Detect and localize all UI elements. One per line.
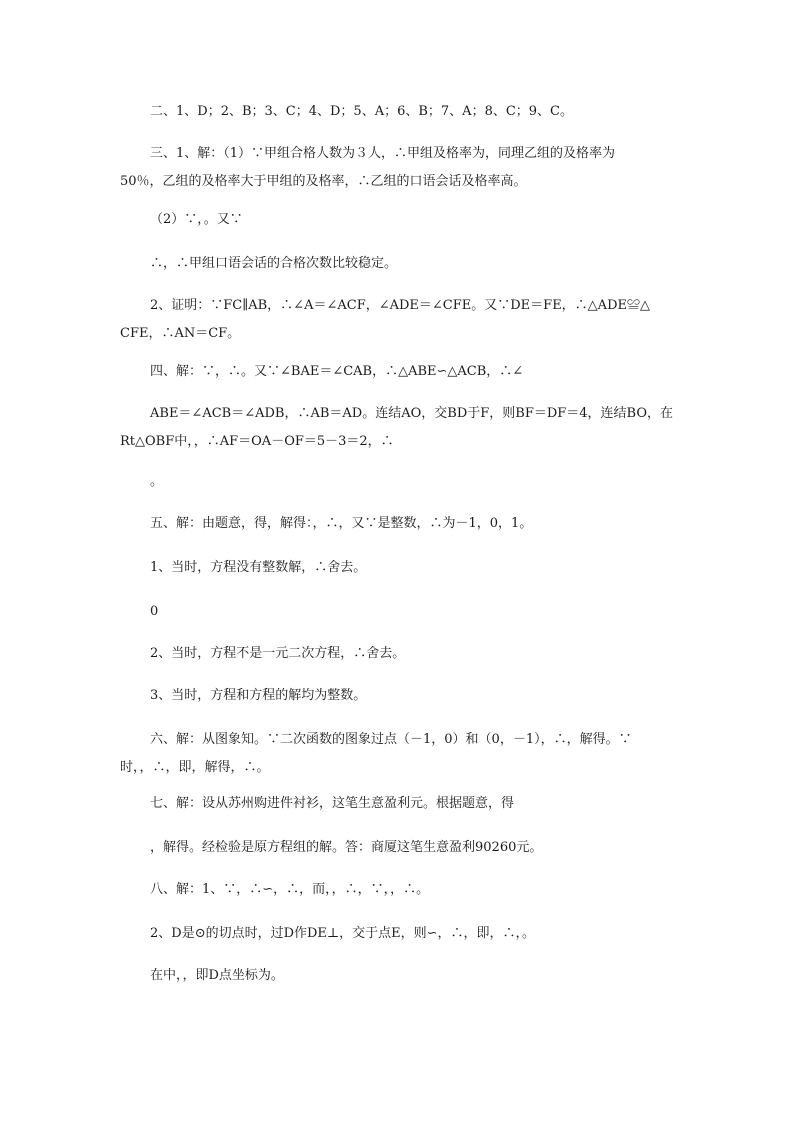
paragraph-section-7-answer [120,834,680,862]
text-line: 七、解：设从苏州购进件衬衫，这笔生意盈利元。根据题意，得 [150,796,515,811]
text-line: 在中，，即D点坐标为。 [150,968,284,983]
text-line: 六、解：从图象知。∵二次函数的图象过点（－1，0）和（0，－1），∴，解得。∵ [150,732,632,747]
paragraph-section-3-part-1 [120,140,680,196]
text-line: 2、证明：∵FC∥AB，∴∠A＝∠ACF，∠ADE＝∠CFE。又∵DE＝FE，∴△ADE≌△ [150,298,650,313]
paragraph-answers-section-2 [120,98,680,126]
text-line: ，解得。经检验是原方程组的解。答：商厦这笔生意盈利90260元。 [150,840,543,855]
paragraph-proof [120,292,680,348]
text-line: 2、D是⊙的切点时，过D作DE⊥，交于点E，则∽，∴，即，∴，。 [150,926,536,941]
text-line: Rt△OBF中，，∴AF＝OA－OF＝5－3＝2，∴ [120,434,394,449]
paragraph-section-5-case-3 [120,682,680,710]
paragraph-section-8-part-2 [120,920,680,948]
text-line: CFE，∴AN＝CF。 [120,326,241,341]
paragraph-section-7 [120,790,680,818]
paragraph-section-6 [120,726,680,782]
text-line: （2）∵，。又∵ [150,212,243,227]
paragraph-section-5-case-2 [120,640,680,668]
text-line: 二、1、D；2、B；3、C；4、D；5、A；6、B；7、A；8、C；9、C。 [150,104,574,119]
paragraph-section-8 [120,876,680,904]
text-line: 50％，乙组的及格率大于甲组的及格率，∴乙组的口语会话及格率高。 [120,174,527,189]
text-line: 0 [150,604,159,619]
text-line: 2、当时，方程不是一元二次方程，∴舍去。 [150,646,406,661]
paragraph-section-3-conclusion [120,250,680,278]
text-line: 四、解：∵，∴。又∵∠BAE＝∠CAB，∴△ABE∽△ACB，∴∠ [150,364,524,379]
paragraph-section-3-part-2 [120,206,680,234]
text-line: 八、解：1、∵，∴∽，∴，而，，∴，∵，，∴。 [150,882,430,897]
text-line: ∴，∴甲组口语会话的合格次数比较稳定。 [150,256,398,271]
paragraph-section-5-zero [120,598,680,626]
text-line: 五、解：由题意，得，解得：，∴，又∵是整数，∴为－1，0，1。 [150,516,533,531]
text-line: ABE＝∠ACB＝∠ADB，∴AB＝AD。连结AO，交BD于F，则BF＝DF＝4，连结BO，在 [150,406,674,421]
paragraph-section-4 [120,358,680,386]
paragraph-section-4-end [120,468,680,496]
text-line: 1、当时，方程没有整数解，∴舍去。 [150,560,367,575]
paragraph-section-8-end [120,962,680,990]
text-line: 。 [150,474,164,489]
text-line: 三、1、解：（1）∵甲组合格人数为３人，∴甲组及格率为，同理乙组的及格率为 [150,146,616,161]
text-line: 时，，∴，即，解得，∴。 [120,760,270,775]
paragraph-section-4-cont [120,400,680,456]
paragraph-section-5 [120,510,680,538]
paragraph-section-5-case-1 [120,554,680,582]
text-line: 3、当时，方程和方程的解均为整数。 [150,688,367,703]
